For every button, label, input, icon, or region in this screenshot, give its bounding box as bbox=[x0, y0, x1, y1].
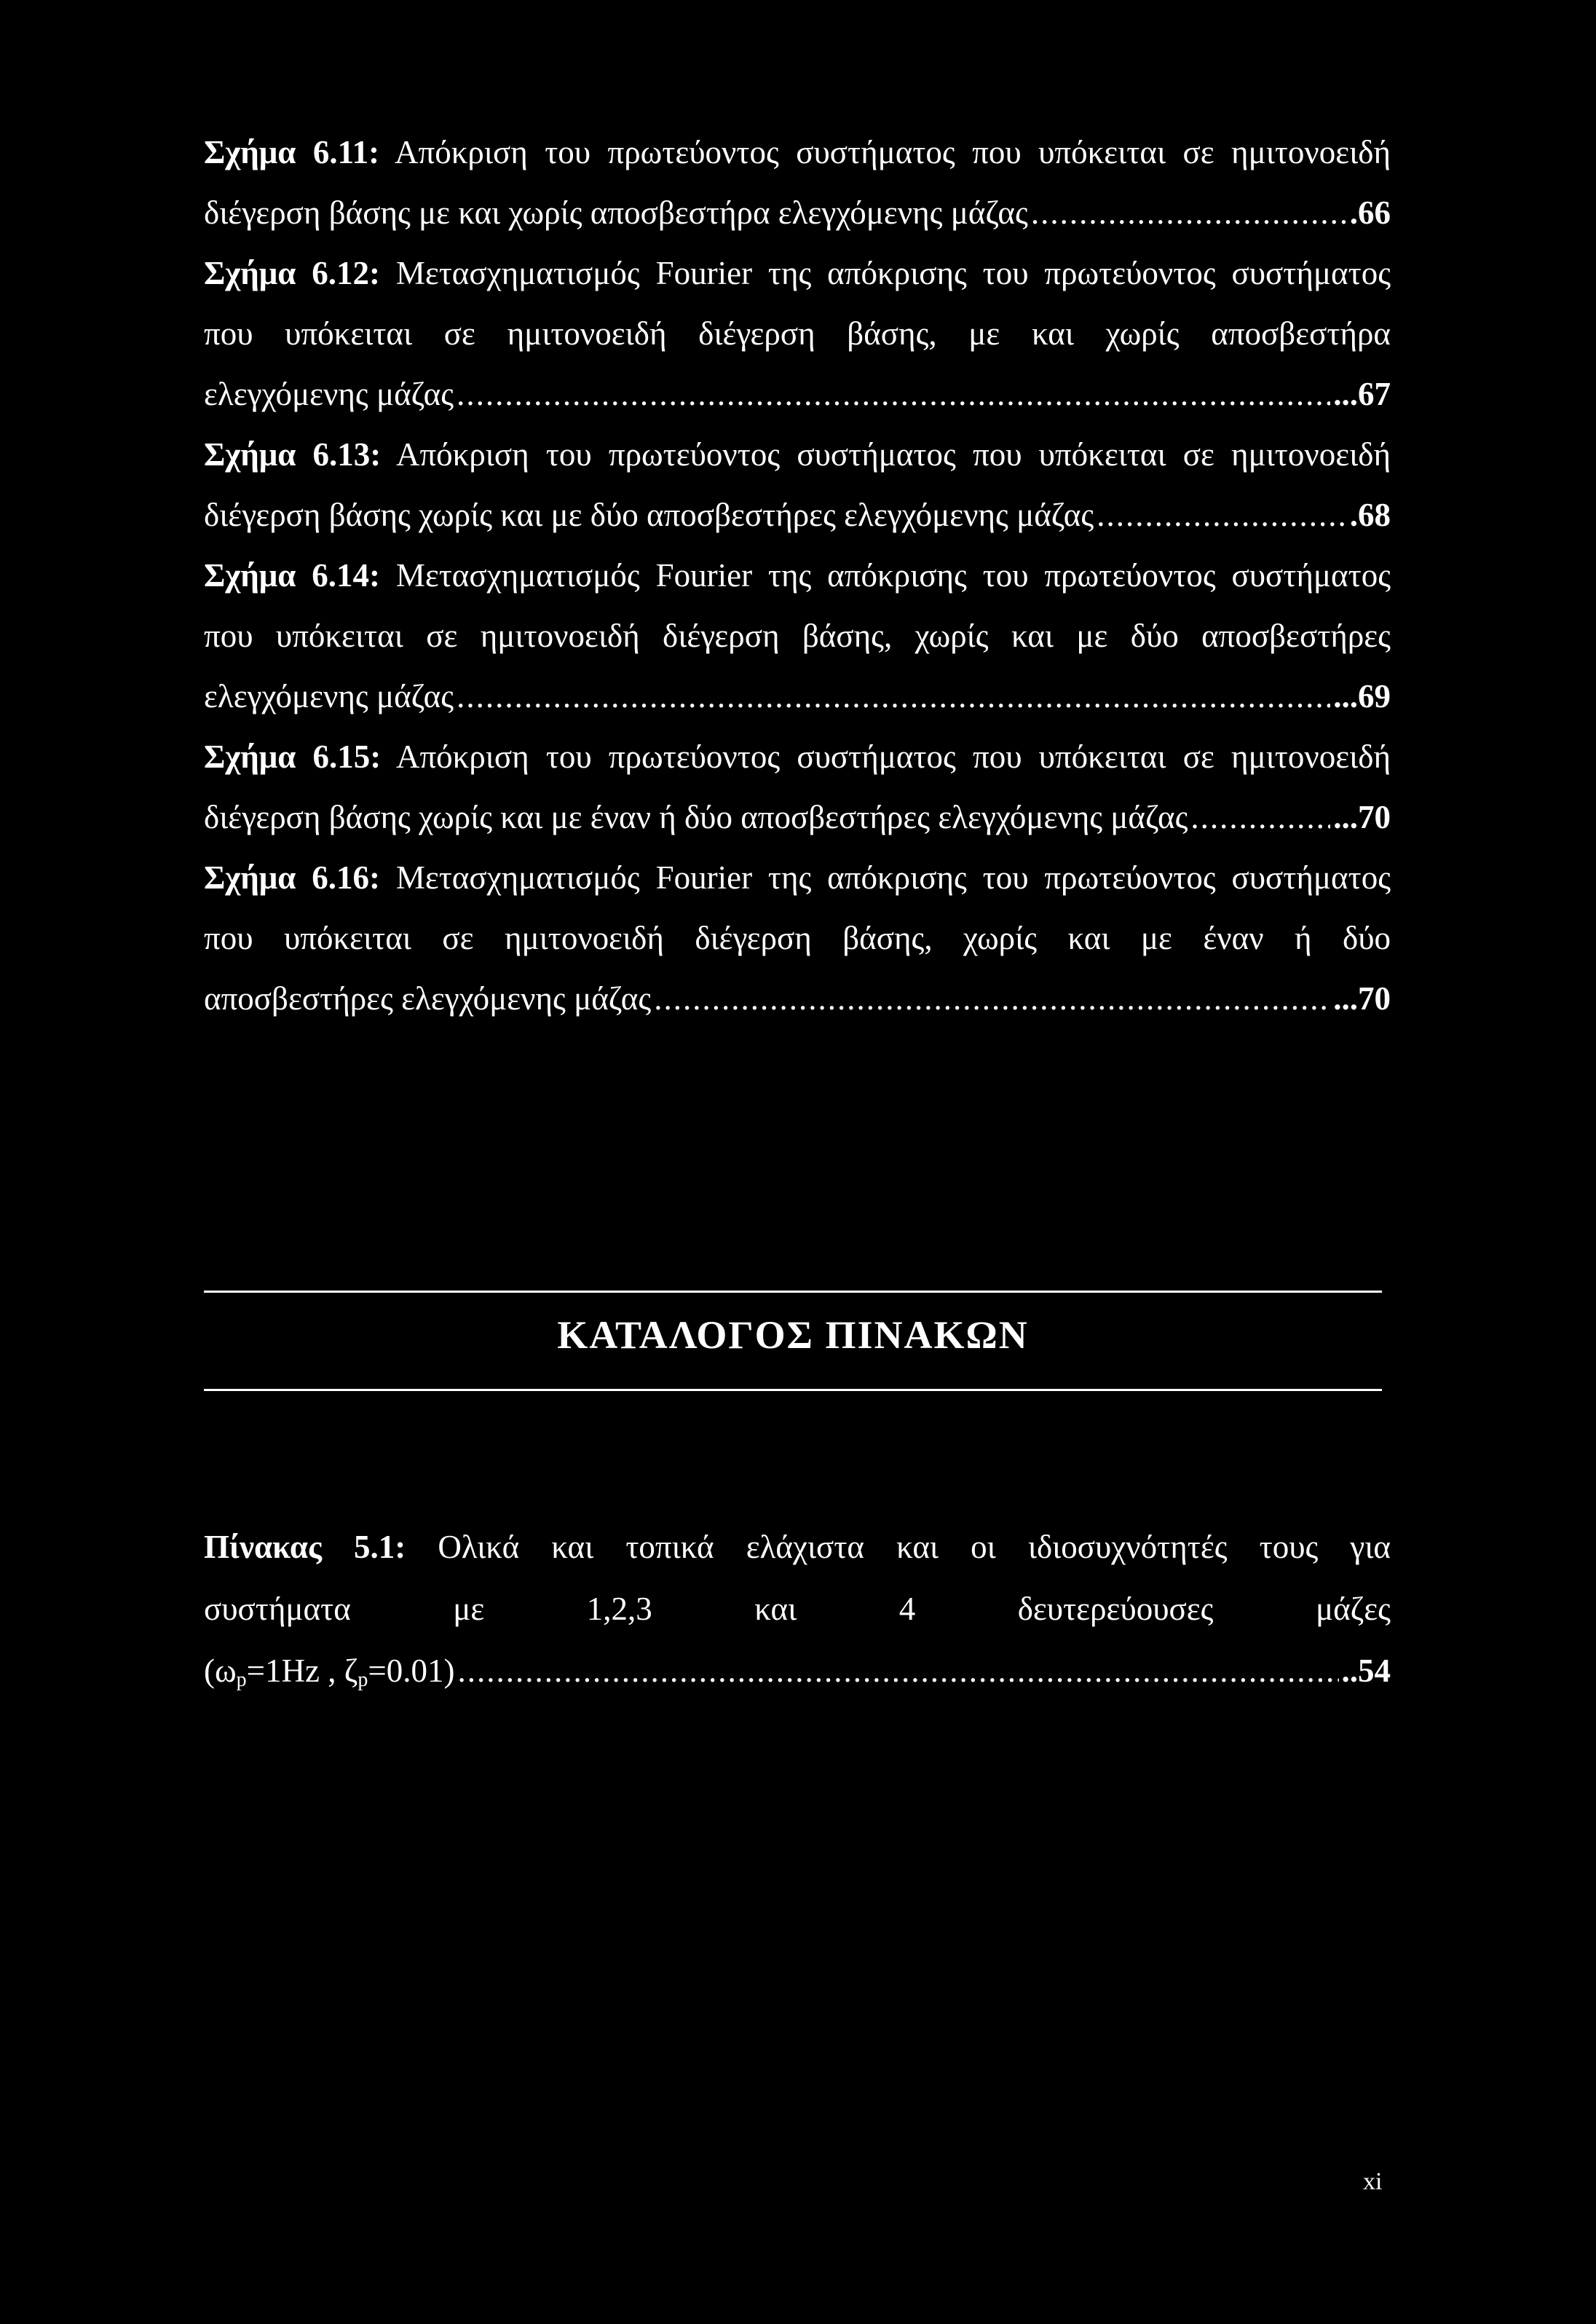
dot-leader bbox=[457, 666, 1330, 727]
figure-title-line: Μετασχηματισμός Fourier της απόκρισης του πρωτεύοντος συστήματος bbox=[395, 859, 1391, 896]
dot-leader bbox=[1190, 787, 1330, 848]
entry-line bbox=[204, 848, 1391, 908]
figure-title-line: Απόκριση του πρωτεύοντος συστήματος που υπόκειται σε ημιτονοειδή bbox=[395, 134, 1391, 170]
page-ref: ...67 bbox=[1333, 376, 1391, 412]
figure-title-line: Απόκριση του πρωτεύοντος συστήματος που υπόκειται σε ημιτονοειδή bbox=[395, 738, 1391, 775]
figure-label: Σχήμα 6.11: bbox=[204, 134, 380, 170]
section-rule-bottom bbox=[204, 1389, 1382, 1391]
figure-title-line: Μετασχηματισμός Fourier της απόκρισης του πρωτεύοντος συστήματος bbox=[395, 557, 1391, 594]
figure-title-line: Μετασχηματισμός Fourier της απόκρισης του πρωτεύοντος συστήματος bbox=[395, 255, 1391, 291]
figure-title-line: διέγερση βάσης χωρίς και με δύο αποσβεστήρες ελεγχόμενης μάζας bbox=[204, 497, 1094, 533]
page-number: xi bbox=[1363, 2168, 1383, 2195]
figure-title-line: ελεγχόμενης μάζας bbox=[204, 678, 454, 714]
list-of-tables bbox=[204, 1516, 1391, 1711]
dot-leader bbox=[1097, 485, 1347, 545]
table-params bbox=[204, 1640, 454, 1711]
entry-line bbox=[204, 606, 1391, 666]
figure-title-line: αποσβεστήρες ελεγχόμενης μάζας bbox=[204, 980, 652, 1017]
figure-entry-6-16[interactable] bbox=[204, 848, 1391, 1029]
page-ref: .66 bbox=[1349, 194, 1391, 231]
figure-label: Σχήμα 6.12: bbox=[204, 255, 380, 291]
page-ref: .68 bbox=[1349, 497, 1391, 533]
figure-title-line: διέγερση βάσης χωρίς και με έναν ή δύο αποσβεστήρες ελεγχόμενης μάζας bbox=[204, 799, 1188, 835]
table-label: Πίνακας 5.1: bbox=[204, 1529, 406, 1565]
param-text: =0.01) bbox=[368, 1653, 455, 1689]
entry-line bbox=[204, 1516, 1391, 1578]
figure-label: Σχήμα 6.13: bbox=[204, 436, 382, 473]
param-text: (ω bbox=[204, 1653, 237, 1689]
param-text: =1Hz , ζ bbox=[246, 1653, 358, 1689]
dot-leader bbox=[654, 969, 1330, 1029]
param-subscript: p bbox=[236, 1669, 247, 1691]
entry-line bbox=[204, 727, 1391, 787]
dot-leader bbox=[1031, 183, 1347, 243]
page-ref: ..54 bbox=[1341, 1653, 1391, 1689]
entry-line bbox=[204, 908, 1391, 969]
figure-title-line: ελεγχόμενης μάζας bbox=[204, 376, 454, 412]
list-of-figures bbox=[204, 122, 1391, 1029]
figure-label: Σχήμα 6.16: bbox=[204, 859, 380, 896]
entry-line bbox=[204, 425, 1391, 485]
entry-line bbox=[204, 304, 1391, 364]
entry-line bbox=[204, 183, 1391, 243]
entry-line bbox=[204, 243, 1391, 304]
entry-line bbox=[204, 787, 1391, 848]
figure-entry-6-13[interactable] bbox=[204, 425, 1391, 545]
figure-title-line: Απόκριση του πρωτεύοντος συστήματος που υπόκειται σε ημιτονοειδή bbox=[395, 436, 1391, 473]
figure-title-line: που υπόκειται σε ημιτονοειδή διέγερση βάσης, χωρίς και με έναν ή δύο bbox=[204, 920, 1391, 956]
list-of-tables-heading: ΚΑΤΑΛΟΓΟΣ ΠΙΝΑΚΩΝ bbox=[557, 1313, 1029, 1357]
dot-leader bbox=[457, 1640, 1338, 1702]
figure-label: Σχήμα 6.14: bbox=[204, 557, 380, 594]
figure-entry-6-15[interactable] bbox=[204, 727, 1391, 848]
entry-line bbox=[204, 545, 1391, 606]
table-title-line: Ολικά και τοπικά ελάχιστα και οι ιδιοσυχνότητές τους για bbox=[438, 1529, 1391, 1565]
table-title-line: συστήματα με 1,2,3 και 4 δευτερεύουσες μάζες bbox=[204, 1591, 1391, 1627]
figure-entry-6-11[interactable] bbox=[204, 122, 1391, 243]
dot-leader bbox=[457, 364, 1330, 425]
figure-entry-6-12[interactable] bbox=[204, 243, 1391, 425]
page-ref: ...70 bbox=[1333, 980, 1391, 1017]
figure-label: Σχήμα 6.15: bbox=[204, 738, 382, 775]
table-entry-5-1[interactable] bbox=[204, 1516, 1391, 1711]
entry-line bbox=[204, 666, 1391, 727]
figure-title-line: διέγερση βάσης με και χωρίς αποσβεστήρα ελεγχόμενης μάζας bbox=[204, 194, 1028, 231]
entry-line bbox=[204, 969, 1391, 1029]
entry-line bbox=[204, 122, 1391, 183]
param-subscript: p bbox=[357, 1669, 368, 1691]
page-ref: ...69 bbox=[1333, 678, 1391, 714]
entry-line bbox=[204, 485, 1391, 545]
entry-line bbox=[204, 364, 1391, 425]
section-rule-top bbox=[204, 1291, 1382, 1293]
entry-line bbox=[204, 1578, 1391, 1640]
entry-line bbox=[204, 1640, 1391, 1711]
figure-entry-6-14[interactable] bbox=[204, 545, 1391, 727]
page-ref: ...70 bbox=[1333, 799, 1391, 835]
figure-title-line: που υπόκειται σε ημιτονοειδή διέγερση βάσης, χωρίς και με δύο αποσβεστήρες bbox=[204, 618, 1391, 654]
figure-title-line: που υπόκειται σε ημιτονοειδή διέγερση βάσης, με και χωρίς αποσβεστήρα bbox=[204, 315, 1391, 352]
